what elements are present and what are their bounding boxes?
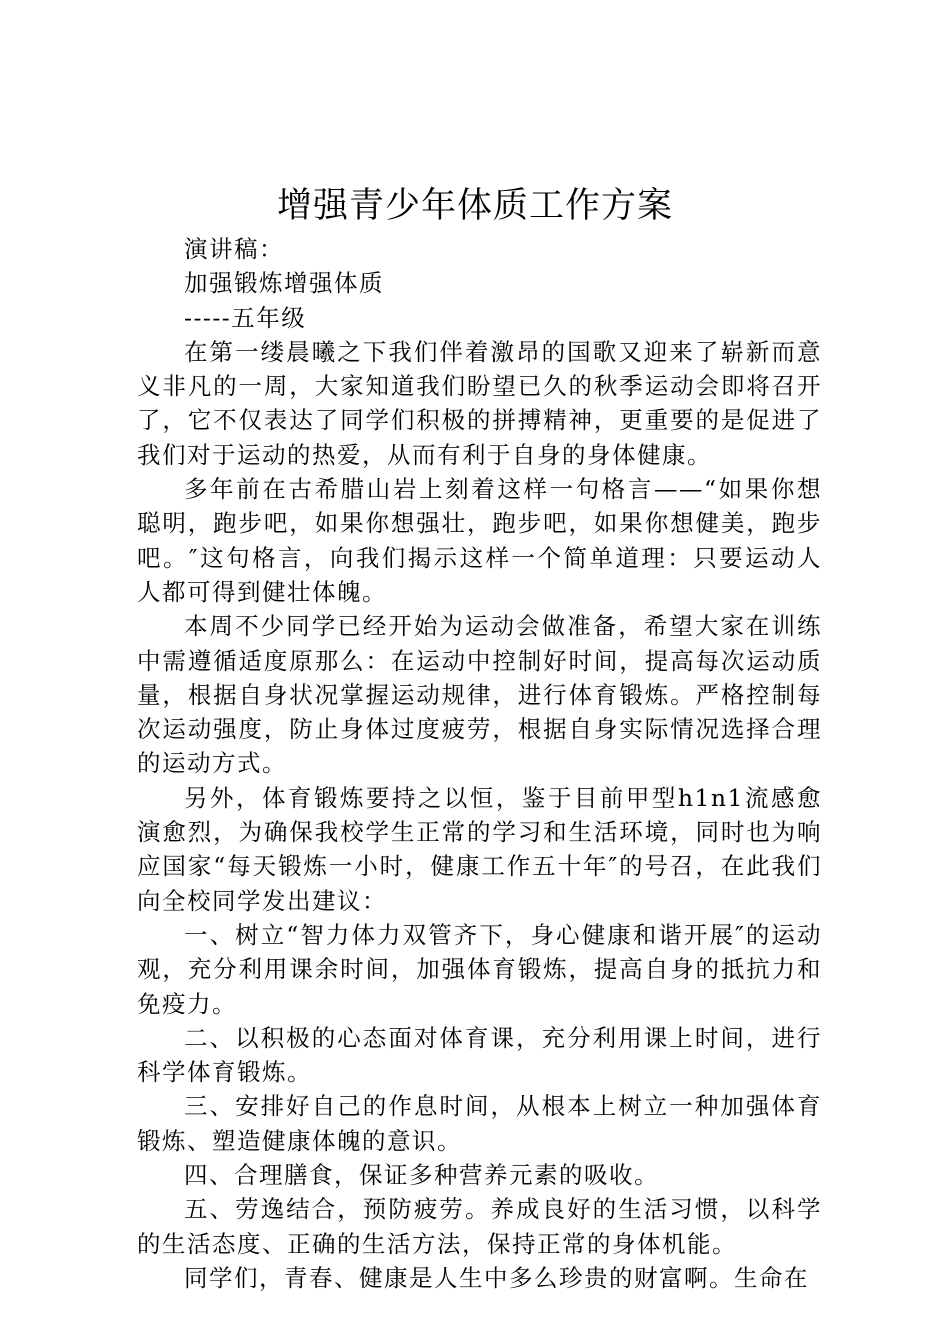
suggestion-item: 二、以积极的心态面对体育课，充分利用课上时间，进行科学体育锻炼。 xyxy=(137,1023,822,1087)
speech-subtitle: 加强锻炼增强体质 xyxy=(184,269,384,298)
paragraph: 另外，体育锻炼要持之以恒，鉴于目前甲型h1n1流感愈演愈烈，为确保我校学生正常的学习和生活环境，同时也为响应国家“每天锻炼一小时，健康工作五十年″的号召，在此我们向全校同学发出建议： xyxy=(137,783,822,915)
paragraph: 同学们，青春、健康是人生中多么珍贵的财富啊。生命在 xyxy=(184,1263,809,1292)
speech-author: -----五年级 xyxy=(184,303,307,332)
document-body xyxy=(137,232,822,1295)
speech-label: 演讲稿： xyxy=(184,235,284,263)
suggestion-item: 一、树立“智力体力双管齐下，身心健康和谐开展″的运动观，充分利用课余时间，加强体育锻炼，提高自身的抵抗力和免疫力。 xyxy=(137,920,822,1018)
suggestion-item: 三、安排好自己的作息时间，从根本上树立一种加强体育锻炼、塑造健康体魄的意识。 xyxy=(137,1092,822,1155)
paragraph: 本周不少同学已经开始为运动会做准备，希望大家在训练中需遵循适度原那么：在运动中控制好时间，提高每次运动质量，根据自身状况掌握运动规律，进行体育锻炼。严格控制每次运动强度，防止身体过度疲劳，根据自身实际情况选择合理的运动方式。 xyxy=(137,612,822,778)
paragraph: 在第一缕晨曦之下我们伴着激昂的国歌又迎来了崭新而意义非凡的一周，大家知道我们盼望已久的秋季运动会即将召开了，它不仅表达了同学们积极的拼搏精神，更重要的是促进了我们对于运动的热爱，从而有利于自身的身体健康。 xyxy=(137,337,822,469)
suggestion-item: 四、合理膳食，保证多种营养元素的吸收。 xyxy=(184,1161,659,1190)
suggestion-item: 五、劳逸结合，预防疲劳。养成良好的生活习惯，以科学的生活态度、正确的生活方法，保持正常的身体机能。 xyxy=(137,1195,822,1258)
document-title: 增强青少年体质工作方案 xyxy=(276,186,673,226)
paragraph: 多年前在古希腊山岩上刻着这样一句格言——“如果你想聪明，跑步吧，如果你想强壮，跑步吧，如果你想健美，跑步吧。″这句格言，向我们揭示这样一个简单道理：只要运动人人都可得到健壮体魄。 xyxy=(137,475,822,606)
